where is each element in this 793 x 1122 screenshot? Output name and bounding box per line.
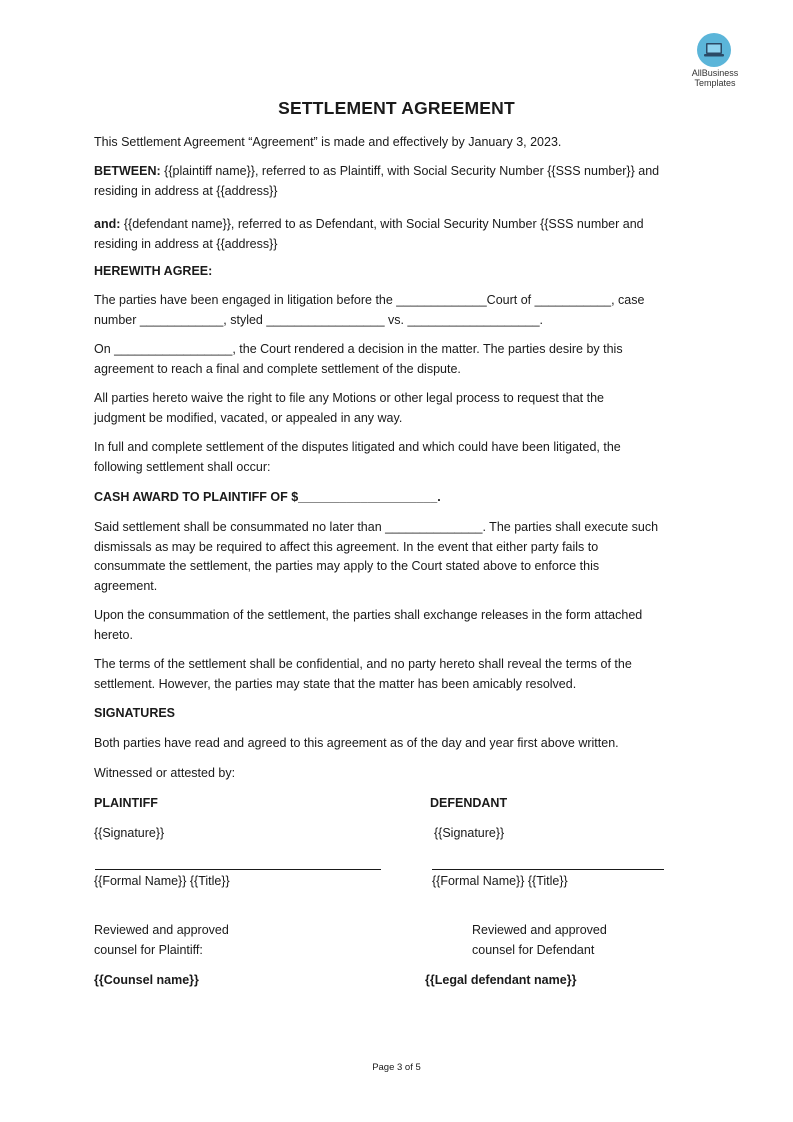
consummated-line4: agreement. bbox=[94, 578, 158, 593]
decision-paragraph bbox=[94, 340, 704, 379]
defendant-signature-line bbox=[432, 869, 664, 870]
defendant-heading: DEFENDANT bbox=[430, 796, 508, 810]
and-line1: {{defendant name}}, referred to as Defendant, with Social Security Number {{SSS number and bbox=[120, 217, 644, 231]
between-line2: residing in address at {{address}} bbox=[94, 183, 278, 198]
plaintiff-signature-placeholder: {{Signature}} bbox=[94, 826, 165, 840]
settlement-line1: In full and complete settlement of the disputes litigated and which could have been litigated, the bbox=[94, 440, 621, 454]
litigation-line1: The parties have been engaged in litigation before the _____________Court of ___________, case bbox=[94, 293, 645, 307]
document-title: SETTLEMENT AGREEMENT bbox=[278, 98, 515, 118]
defendant-reviewed bbox=[472, 921, 722, 960]
logo-text bbox=[684, 68, 746, 88]
confidential-line2: settlement. However, the parties may state that the matter has been amicably resolved. bbox=[94, 676, 577, 691]
litigation-paragraph bbox=[94, 291, 704, 330]
signatures-heading: SIGNATURES bbox=[94, 706, 176, 720]
plaintiff-signature-line bbox=[95, 869, 381, 870]
herewith-heading: HEREWITH AGREE: bbox=[94, 264, 213, 278]
waive-line2: judgment be modified, vacated, or appealed in any way. bbox=[94, 410, 403, 425]
settlement-line2: following settlement shall occur: bbox=[94, 459, 271, 474]
and-line2: residing in address at {{address}} bbox=[94, 236, 278, 251]
logo-text-line1: AllBusiness bbox=[691, 68, 739, 78]
plaintiff-reviewed-line1: Reviewed and approved bbox=[94, 923, 229, 937]
consummated-line3: consummate the settlement, the parties may apply to the Court stated above to enforce this bbox=[94, 559, 600, 573]
logo-laptop-icon bbox=[697, 33, 731, 67]
waive-paragraph bbox=[94, 389, 704, 428]
and-paragraph bbox=[94, 215, 704, 254]
between-paragraph bbox=[94, 162, 704, 201]
plaintiff-name-title: {{Formal Name}} {{Title}} bbox=[94, 874, 230, 888]
settlement-paragraph bbox=[94, 438, 704, 477]
page-number: Page 3 of 5 bbox=[372, 1062, 421, 1073]
between-label: BETWEEN: bbox=[94, 164, 161, 178]
between-line1: {{plaintiff name}}, referred to as Plaintiff, with Social Security Number {{SSS number}} and bbox=[160, 164, 660, 178]
defendant-signature-placeholder: {{Signature}} bbox=[434, 826, 505, 840]
litigation-line2: number ____________, styled _________________ vs. ___________________. bbox=[94, 312, 544, 327]
logo-text-line2: Templates bbox=[694, 78, 736, 88]
and-label: and: bbox=[94, 217, 121, 231]
consummated-line2: dismissals as may be required to affect this agreement. In the event that either party fails to bbox=[94, 539, 599, 554]
agreed-paragraph: Both parties have read and agreed to this agreement as of the day and year first above written. bbox=[94, 736, 619, 750]
defendant-name-title: {{Formal Name}} {{Title}} bbox=[432, 874, 568, 888]
consummated-paragraph bbox=[94, 518, 704, 596]
defendant-reviewed-line1: Reviewed and approved bbox=[472, 923, 607, 937]
plaintiff-counsel-name: {{Counsel name}} bbox=[94, 973, 199, 987]
plaintiff-reviewed bbox=[94, 921, 344, 960]
confidential-line1: The terms of the settlement shall be confidential, and no party hereto shall reveal the terms of the bbox=[94, 657, 632, 671]
waive-line1: All parties hereto waive the right to file any Motions or other legal process to request that the bbox=[94, 391, 604, 405]
releases-line2: hereto. bbox=[94, 627, 133, 642]
plaintiff-heading: PLAINTIFF bbox=[94, 796, 158, 810]
decision-line1: On _________________, the Court rendered a decision in the matter. The parties desire by this bbox=[94, 342, 623, 356]
plaintiff-reviewed-line2: counsel for Plaintiff: bbox=[94, 942, 203, 957]
releases-paragraph bbox=[94, 606, 704, 645]
defendant-reviewed-line2: counsel for Defendant bbox=[472, 942, 595, 957]
defendant-counsel-name: {{Legal defendant name}} bbox=[425, 973, 577, 987]
witnessed-text: Witnessed or attested by: bbox=[94, 766, 236, 780]
consummated-line1: Said settlement shall be consummated no later than ______________. The parties shall execute such bbox=[94, 520, 659, 534]
cash-award-heading: CASH AWARD TO PLAINTIFF OF $____________________. bbox=[94, 490, 441, 504]
confidential-paragraph bbox=[94, 655, 704, 694]
decision-line2: agreement to reach a final and complete settlement of the dispute. bbox=[94, 361, 461, 376]
releases-line1: Upon the consummation of the settlement, the parties shall exchange releases in the form attached bbox=[94, 608, 643, 622]
intro-paragraph: This Settlement Agreement “Agreement” is made and effectively by January 3, 2023. bbox=[94, 135, 562, 149]
